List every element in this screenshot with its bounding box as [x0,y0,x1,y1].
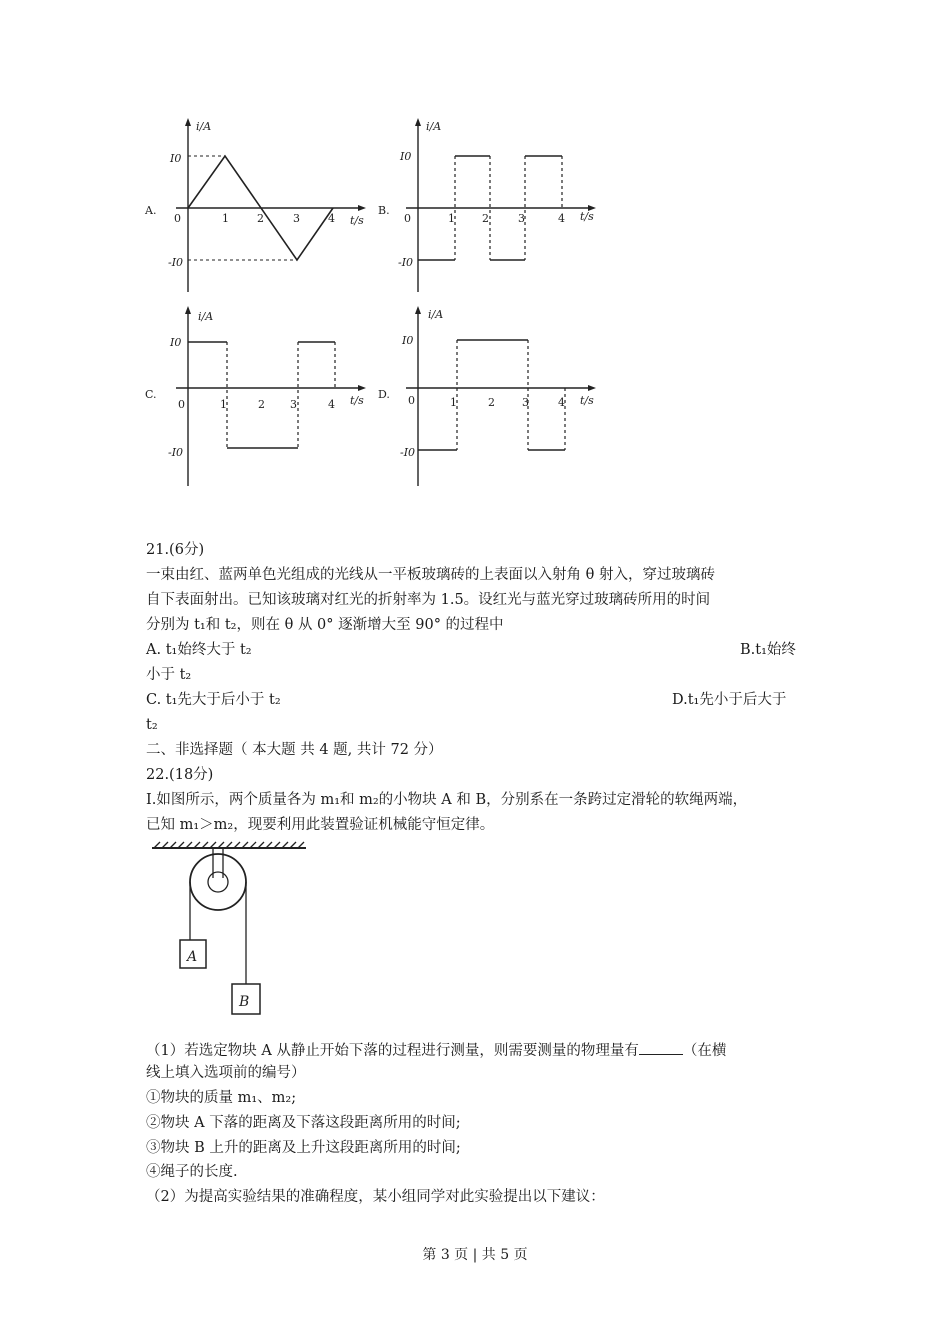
graph-b-x-label: t/s [580,210,594,223]
graph-b-origin: 0 [404,212,411,225]
graph-option-c [140,298,375,490]
graph-c-tick-1: 1 [220,398,227,411]
q22-part1-text-a: （1）若选定物块 A 从静止开始下落的过程进行测量，则需要测量的物理量有 [146,1043,639,1059]
section-2-title: 二、非选择题（ 本大题 共 4 题, 共计 72 分） [146,742,443,758]
answer-blank[interactable] [639,1040,683,1055]
q21-stem-line-3: 分别为 t₁和 t₂，则在 θ 从 0° 逐渐增大至 90° 的过程中 [146,617,504,633]
graph-option-a [140,112,375,297]
graph-a-neg-label: -I0 [168,256,184,269]
graph-d-origin: 0 [408,394,415,407]
graph-c-curve [188,342,335,448]
graph-d-tick-3: 3 [522,396,529,409]
q22-part1-text-b: （在横 [682,1043,727,1059]
graph-a-tick-3: 3 [293,212,300,225]
graph-a-tick-4: 4 [328,212,335,225]
graph-c-origin: 0 [178,398,185,411]
q22-stem-line-1: I.如图所示，两个质量各为 m₁和 m₂的小物块 A 和 B，分别系在一条跨过定滑轮的软绳两端， [146,792,748,808]
graph-b-tick-3: 3 [518,212,525,225]
q22-stem-line-2: 已知 m₁＞m₂，现要利用此装置验证机械能守恒定律。 [146,817,495,833]
graph-b-tick-2: 2 [482,212,489,225]
graph-a-y-label: i/A [196,120,212,133]
page-footer: 第 3 页 | 共 5 页 [422,1247,528,1263]
graph-d-curve [418,340,565,450]
graph-d-tick-1: 1 [450,396,457,409]
graph-d-option-label: D. [378,388,390,401]
graph-b-tick-1: 1 [448,212,455,225]
q21-option-a: A. t₁始终大于 t₂ [146,642,252,658]
graph-a-option-label: A. [145,204,157,217]
graph-d-x-label: t/s [580,394,594,407]
q21-option-b: B.t₁始终 [740,642,796,658]
graph-d-pos-label: I0 [402,334,414,347]
q21-stem-line-1: 一束由红、蓝两单色光组成的光线从一平板玻璃砖的上表面以入射角 θ 射入，穿过玻璃砖 [146,567,715,583]
graph-c-option-label: C. [145,388,157,401]
graph-b-y-label: i/A [426,120,442,133]
q22-header: 22.(18分) [146,767,214,783]
q22-item-2: ②物块 A 下落的距离及下落这段距离所用的时间; [146,1115,461,1131]
graph-a-tick-2: 2 [257,212,264,225]
q22-part1-line-1 [146,1040,726,1061]
graph-b-tick-4: 4 [558,212,565,225]
graph-a-origin: 0 [174,212,181,225]
graph-c-y-label: i/A [198,310,214,323]
pulley-diagram [146,840,316,1020]
graph-a-pos-label: I0 [170,152,182,165]
pulley-wheel [190,854,246,910]
q22-item-1: ①物块的质量 m₁、m₂; [146,1090,297,1106]
graph-d-y-label: i/A [428,308,444,321]
graph-a-tick-1: 1 [222,212,229,225]
q22-item-3: ③物块 B 上升的距离及上升这段距离所用的时间; [146,1140,461,1156]
graph-c-tick-3: 3 [290,398,297,411]
block-a-label: A [187,949,198,965]
pulley-axle [208,872,228,892]
block-b-label: B [239,994,250,1010]
q21-option-c: C. t₁先大于后小于 t₂ [146,692,281,708]
graph-c-neg-label: -I0 [168,446,184,459]
graph-c-pos-label: I0 [170,336,182,349]
graph-d-tick-2: 2 [488,396,495,409]
graph-d-neg-label: -I0 [400,446,416,459]
q21-option-d: D.t₁先小于后大于 [672,692,787,708]
q21-stem-line-2: 自下表面射出。已知该玻璃对红光的折射率为 1.5。设红光与蓝光穿过玻璃砖所用的时间 [146,592,711,608]
q21-option-d-cont: t₂ [146,717,158,733]
graph-d-tick-4: 4 [558,396,565,409]
q22-item-4: ④绳子的长度. [146,1164,238,1180]
graph-c-x-label: t/s [350,394,364,407]
q21-header: 21.(6分) [146,542,205,558]
q21-option-b-cont: 小于 t₂ [146,667,192,683]
graph-option-b [370,112,605,297]
graph-option-d [370,298,605,490]
graph-b-pos-label: I0 [400,150,412,163]
graph-b-neg-label: -I0 [398,256,414,269]
q22-part2: （2）为提高实验结果的准确程度，某小组同学对此实验提出以下建议： [146,1189,605,1205]
q22-part1-line-2: 线上填入选项前的编号） [146,1065,306,1081]
graph-a-x-label: t/s [350,214,364,227]
graph-c-tick-4: 4 [328,398,335,411]
graph-b-option-label: B. [378,204,390,217]
graph-c-tick-2: 2 [258,398,265,411]
